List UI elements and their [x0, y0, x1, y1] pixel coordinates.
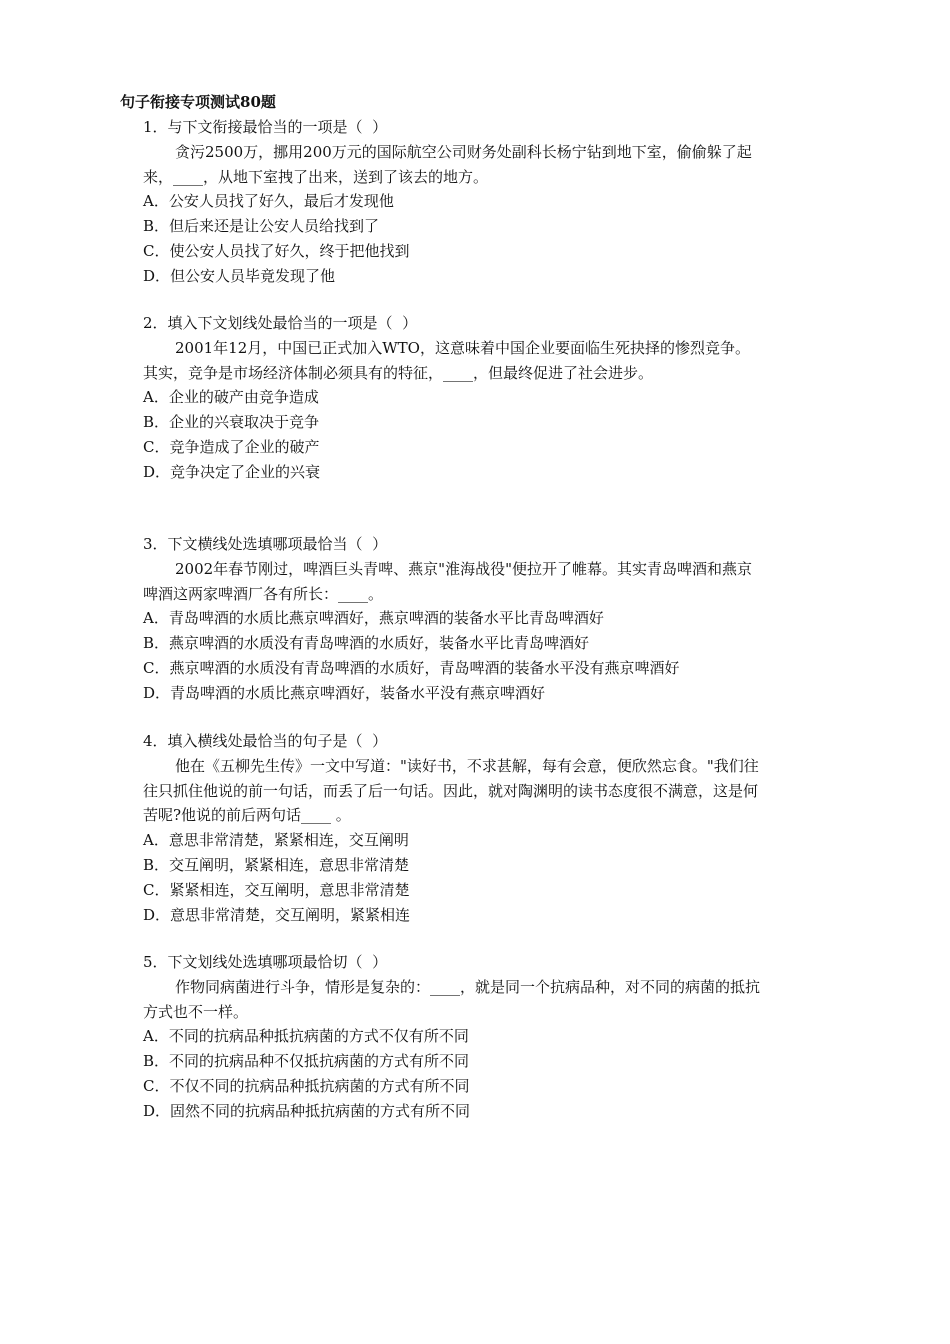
option-c: C．使公安人员找了好久，终于把他找到 [143, 241, 410, 260]
option-c: C．竞争造成了企业的破产 [143, 437, 320, 456]
option-c: C．燕京啤酒的水质没有青岛啤酒的水质好，青岛啤酒的装备水平没有燕京啤酒好 [143, 658, 680, 677]
option-c: C．紧紧相连，交互阐明，意思非常清楚 [143, 880, 410, 899]
question-4 [143, 729, 763, 927]
option-a: A．企业的破产由竞争造成 [143, 388, 319, 407]
option-a: A．公安人员找了好久，最后才发现他 [143, 192, 394, 211]
question-passage: 贪污2500万，挪用200万元的国际航空公司财务处副科长杨宁钻到地下室，偷偷躲了起来，____，从地下室拽了出来，送到了该去的地方。 [143, 142, 752, 186]
option-b: B．交互阐明，紧紧相连，意思非常清楚 [143, 855, 410, 874]
question-passage: 2001年12月，中国已正式加入WTO，这意味着中国企业要面临生死抉择的惨烈竞争。其实，竞争是市场经济体制必须具有的特征，____，但最终促进了社会进步。 [143, 338, 750, 382]
question-stem: 3．下文横线处选填哪项最恰当（ ） [143, 535, 388, 553]
option-c: C．不仅不同的抗病品种抵抗病菌的方式有所不同 [143, 1076, 470, 1095]
question-stem: 1．与下文衔接最恰当的一项是（ ） [143, 118, 388, 136]
option-a: A．不同的抗病品种抵抗病菌的方式不仅有所不同 [143, 1027, 469, 1046]
option-a: A．意思非常清楚，紧紧相连，交互阐明 [143, 831, 409, 850]
question-passage: 作物同病菌进行斗争，情形是复杂的：____，就是同一个抗病品种，对不同的病菌的抵抗方式也不一样。 [143, 977, 761, 1021]
question-passage: 2002年春节刚过，啤酒巨头青啤、燕京"淮海战役"便拉开了帷幕。其实青岛啤酒和燕京啤酒这两家啤酒厂各有所长：____。 [143, 559, 752, 603]
question-5 [143, 950, 763, 1124]
option-b: B．不同的抗病品种不仅抵抗病菌的方式有所不同 [143, 1052, 470, 1071]
question-3 [143, 532, 763, 706]
document-title: 句子衔接专项测试80题 [120, 93, 276, 111]
option-b: B．燕京啤酒的水质没有青岛啤酒的水质好，装备水平比青岛啤酒好 [143, 634, 590, 653]
question-stem: 4．填入横线处最恰当的句子是（ ） [143, 732, 388, 750]
question-1 [143, 115, 763, 289]
question-stem: 5．下文划线处选填哪项最恰切（ ） [143, 953, 388, 971]
question-2 [143, 311, 763, 485]
option-a: A．青岛啤酒的水质比燕京啤酒好，燕京啤酒的装备水平比青岛啤酒好 [143, 609, 604, 628]
option-d: D．但公安人员毕竟发现了他 [143, 266, 336, 285]
question-passage: 他在《五柳先生传》一文中写道："读好书，不求甚解，每有会意，便欣然忘食。"我们往往只抓住他说的前一句话，而丢了后一句话。因此，就对陶渊明的读书态度很不满意，这是何苦呢?他说的前后两句话____ 。 [143, 756, 759, 825]
question-stem: 2．填入下文划线处最恰当的一项是（ ） [143, 314, 418, 332]
option-b: B．但后来还是让公安人员给找到了 [143, 217, 380, 236]
option-d: D．竞争决定了企业的兴衰 [143, 462, 321, 481]
option-b: B．企业的兴衰取决于竞争 [143, 413, 320, 432]
option-d: D．青岛啤酒的水质比燕京啤酒好，装备水平没有燕京啤酒好 [143, 683, 546, 702]
option-d: D．意思非常清楚，交互阐明，紧紧相连 [143, 905, 411, 924]
option-d: D．固然不同的抗病品种抵抗病菌的方式有所不同 [143, 1101, 471, 1120]
